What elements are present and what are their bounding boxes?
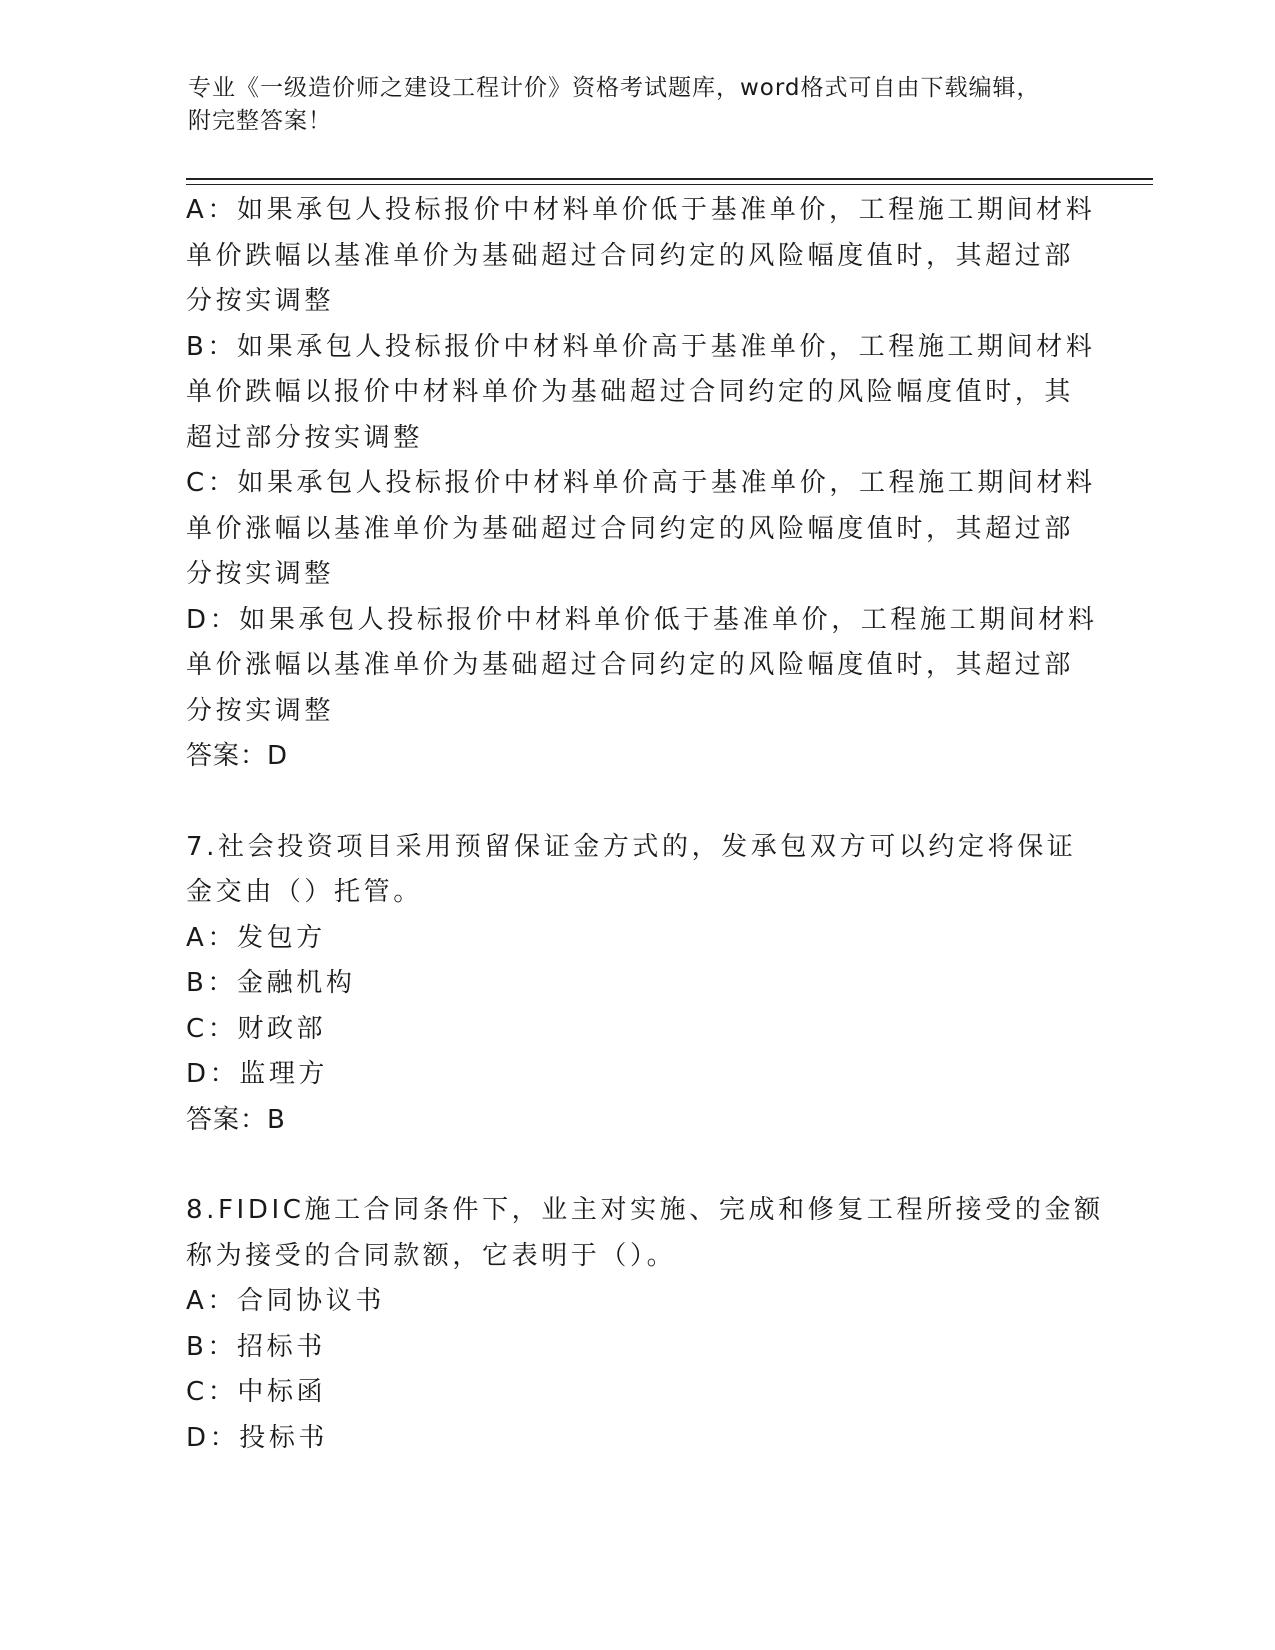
header-rule-thick (186, 178, 1153, 180)
question-6 (186, 188, 1098, 780)
option-d (186, 598, 1098, 735)
option-d: D：监理方 (186, 1059, 329, 1089)
option-c-line-3: 分按实调整 (186, 559, 335, 589)
option-a (186, 188, 1096, 325)
question-8 (186, 1188, 1104, 1461)
option-d-line-2: 单价涨幅以基准单价为基础超过合同约定的风险幅度值时，其超过部 (186, 650, 1075, 680)
header-rule-thin (186, 184, 1153, 185)
document-header (188, 72, 1068, 138)
option-b (186, 325, 1096, 462)
spacer (186, 780, 1086, 825)
question-stem-line-1: 8.FIDIC施工合同条件下，业主对实施、完成和修复工程所接受的金额 (186, 1195, 1104, 1225)
option-b-line-3: 超过部分按实调整 (186, 422, 423, 453)
question-stem-line-1: 7.社会投资项目采用预留保证金方式的，发承包双方可以约定将保证 (186, 831, 1077, 862)
option-d-line-3: 分按实调整 (186, 695, 335, 726)
option-a: A：合同协议书 (186, 1286, 385, 1316)
option-a-line-3: 分按实调整 (186, 286, 335, 316)
option-c: C：中标函 (186, 1377, 327, 1407)
document-body (186, 188, 1104, 1461)
spacer (186, 1143, 1086, 1188)
option-b: B：招标书 (186, 1331, 326, 1362)
header-line-2: 附完整答案！ (188, 108, 332, 134)
option-c (186, 461, 1096, 598)
answer: 答案：D (186, 741, 289, 771)
option-c-line-1: C：如果承包人投标报价中材料单价高于基准单价，工程施工期间材料 (186, 468, 1096, 498)
option-d-line-1: D：如果承包人投标报价中材料单价低于基准单价，工程施工期间材料 (186, 604, 1098, 635)
question-stem-line-2: 金交由（）托管。 (186, 877, 423, 907)
header-line-1: 专业《一级造价师之建设工程计价》资格考试题库，word格式可自由下载编辑， (188, 75, 1041, 101)
option-b-line-1: B：如果承包人投标报价中材料单价高于基准单价，工程施工期间材料 (186, 331, 1096, 362)
option-d: D：投标书 (186, 1422, 329, 1453)
option-c-line-2: 单价涨幅以基准单价为基础超过合同约定的风险幅度值时，其超过部 (186, 513, 1075, 544)
option-a: A：发包方 (186, 922, 326, 953)
option-c: C：财政部 (186, 1013, 327, 1044)
answer: 答案：B (186, 1104, 286, 1135)
option-a-line-1: A：如果承包人投标报价中材料单价低于基准单价，工程施工期间材料 (186, 195, 1096, 225)
option-a-line-2: 单价跌幅以基准单价为基础超过合同约定的风险幅度值时，其超过部 (186, 240, 1075, 271)
question-7 (186, 825, 1086, 1144)
option-b-line-2: 单价跌幅以报价中材料单价为基础超过合同约定的风险幅度值时，其 (186, 377, 1075, 407)
question-stem-line-2: 称为接受的合同款额，它表明于（）。 (186, 1240, 677, 1271)
option-b: B：金融机构 (186, 968, 356, 998)
